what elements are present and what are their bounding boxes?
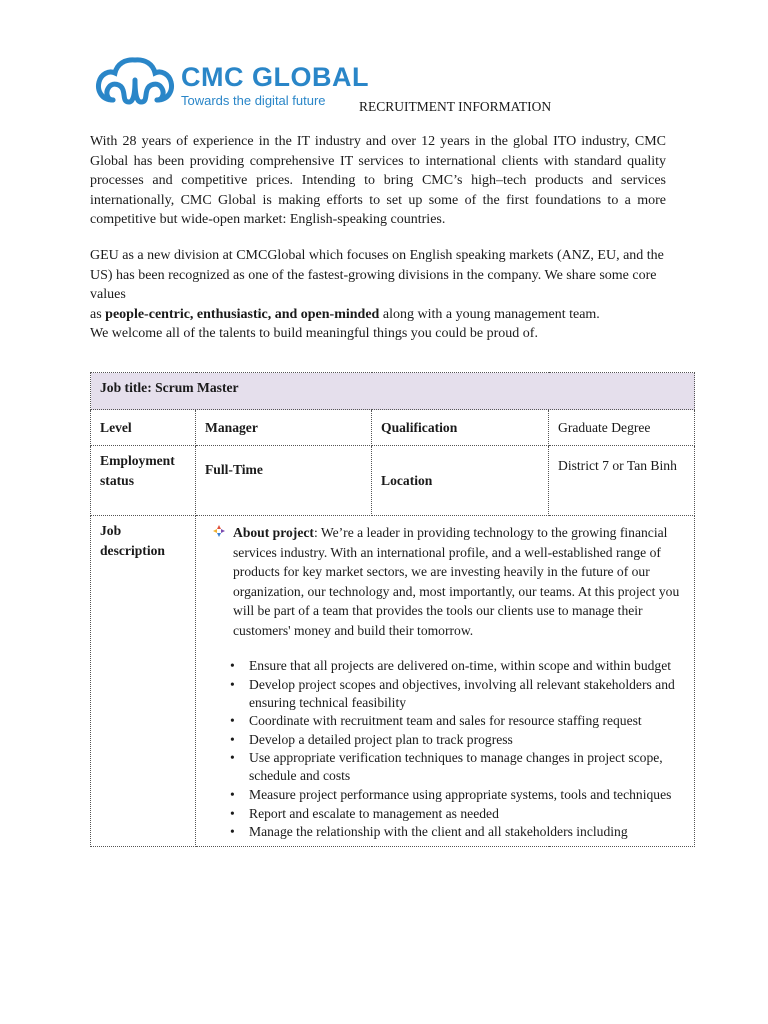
four-point-arrow-icon [213, 525, 225, 537]
core-values-line [90, 305, 666, 325]
employment-label: Employment status [91, 446, 196, 516]
company-logo [95, 52, 369, 112]
level-row [91, 410, 695, 446]
list-item: • Develop a detailed project plan to track progress [249, 731, 685, 749]
intro-paragraph: With 28 years of experience in the IT industry and over 12 years in the global ITO industry, CMC Global has been providing comprehensive IT services to international clients with standard quality processes and competitive prices. Intending to bring CMC’s high–tech products and services internationally, CMC Global is making efforts to set up some of the first foundations to a more competitive but wide-open market: English-speaking countries. [90, 134, 666, 228]
division-paragraph [90, 246, 666, 344]
list-item: • Report and escalate to management as needed [249, 805, 685, 823]
level-label: Level [91, 410, 196, 446]
core-values: people-centric, enthusiastic, and open-minded [105, 306, 380, 322]
logo-name: CMC GLOBAL [181, 62, 369, 92]
list-item: • Use appropriate verification techniques to manage changes in project scope, schedule and costs [249, 749, 685, 785]
division-text: GEU as a new division at CMCGlobal which focuses on English speaking markets (ANZ, EU, and the US) has been recognized as one of the fastest-growing divisions in the company. We share some core values [90, 248, 664, 303]
about-text: : We’re a leader in providing technology to the growing financial services industry. With an international profile, and a well-established range of products for key market sectors, we are investing heavily in the future of our organization, our technology and, most importantly, our teams. At this project you will be part of a team that provides the tools our clients use to manage their customers' money and build their tomorrow. [233, 525, 680, 638]
qualification-value: Graduate Degree [549, 410, 695, 446]
about-project [205, 523, 685, 640]
list-item: • Develop project scopes and objectives, involving all relevant stakeholders and ensuring technical feasibility [249, 676, 685, 712]
core-values-suffix: along with a young management team. [379, 306, 600, 322]
employment-value: Full-Time [196, 446, 372, 516]
cmc-cloud-logo-icon [95, 56, 175, 108]
list-item: • Measure project performance using appropriate systems, tools and techniques [249, 786, 685, 804]
responsibility-list [205, 657, 685, 841]
list-item: • Manage the relationship with the client and all stakeholders including [249, 823, 685, 841]
description-label: Job description [91, 516, 196, 847]
location-value: District 7 or Tan Binh [549, 446, 695, 516]
job-title: Job title: Scrum Master [91, 373, 695, 410]
list-item: • Ensure that all projects are delivered on-time, within scope and within budget [249, 657, 685, 675]
document-title: RECRUITMENT INFORMATION [359, 99, 552, 114]
job-title-row [91, 373, 695, 410]
employment-row [91, 446, 695, 516]
description-row [91, 516, 695, 847]
location-label: Location [372, 446, 549, 516]
level-value: Manager [196, 410, 372, 446]
job-details-table [90, 372, 695, 847]
about-label: About project [233, 525, 314, 540]
list-item: • Coordinate with recruitment team and sales for resource staffing request [249, 712, 685, 730]
qualification-label: Qualification [372, 410, 549, 446]
description-cell [196, 516, 695, 847]
welcome-text: We welcome all of the talents to build meaningful things you could be proud of. [90, 326, 538, 342]
logo-tagline: Towards the digital future [181, 93, 326, 108]
core-values-prefix: as [90, 306, 106, 322]
